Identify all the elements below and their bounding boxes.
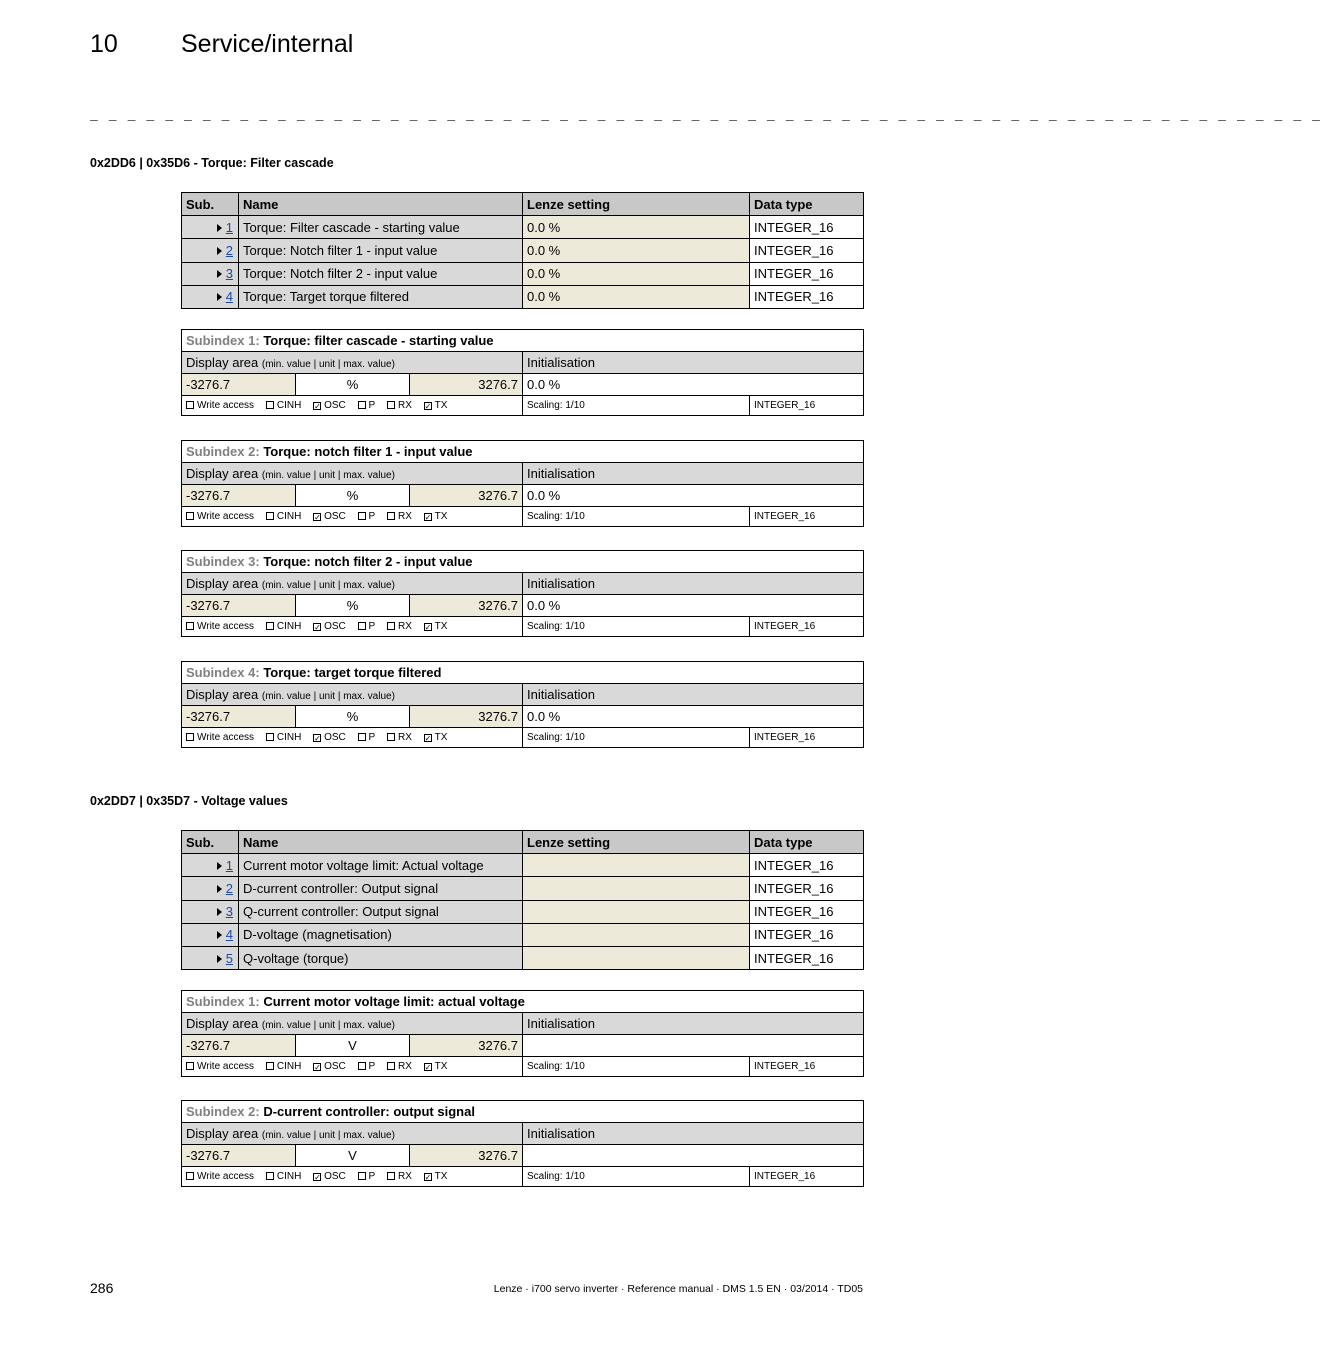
table-header [182,193,864,216]
table-row [182,216,864,239]
name-cell: D-voltage (magnetisation) [239,923,523,946]
subindex-table-filter-cascade [181,192,864,309]
subindex-detail-4 [181,661,864,748]
subindex-link[interactable]: 1 [225,219,233,235]
initialisation-label: Initialisation [523,1013,864,1035]
table-row [182,923,864,946]
section-heading-filter-cascade: 0x2DD6 | 0x35D6 - Torque: Filter cascade [90,156,334,170]
page-number: 286 [90,1280,114,1296]
name-cell: Q-voltage (torque) [239,946,523,969]
checkbox-checked-icon: ✓ [314,402,321,411]
subindex-link[interactable]: 2 [225,880,233,896]
init-value: 0.0 % [523,595,864,617]
access-flags: Write access CINH ✓ OSC P RX ✓ TX [182,617,523,637]
detail-title: Subindex 3: Torque: notch filter 2 - input value [182,551,864,573]
detail-title: Subindex 1: Torque: filter cascade - starting value [182,330,864,352]
subindex-link[interactable]: 3 [225,266,233,282]
lenze-cell [523,877,750,900]
lenze-cell: 0.0 % [523,216,750,239]
checkbox-checked-icon: ✓ [314,1063,321,1072]
checkbox-unchecked-icon [266,622,274,630]
checkbox-unchecked-icon [387,1062,395,1070]
display-area-label: Display area (min. value | unit | max. value) [182,684,523,706]
unit-value: % [296,706,410,728]
table-row [182,946,864,969]
detail-title: Subindex 2: D-current controller: output signal [182,1101,864,1123]
lenze-cell: 0.0 % [523,285,750,308]
init-value: 0.0 % [523,485,864,507]
col-name: Name [239,831,523,854]
min-value: -3276.7 [182,595,296,617]
initialisation-label: Initialisation [523,573,864,595]
triangle-right-icon [217,270,222,278]
checkbox-unchecked-icon [186,1062,194,1070]
type-cell: INTEGER_16 [750,923,864,946]
max-value: 3276.7 [410,1035,523,1057]
scaling: Scaling: 1/10 [523,1167,750,1187]
lenze-cell [523,900,750,923]
detail-title: Subindex 4: Torque: target torque filtered [182,662,864,684]
triangle-right-icon [217,293,222,301]
name-cell: Torque: Target torque filtered [239,285,523,308]
checkbox-unchecked-icon [358,733,366,741]
subindex-detail-voltage-2 [181,1100,864,1187]
min-value: -3276.7 [182,1035,296,1057]
unit-value: % [296,485,410,507]
table-row [182,262,864,285]
checkbox-unchecked-icon [358,622,366,630]
checkbox-checked-icon: ✓ [424,1173,432,1182]
min-value: -3276.7 [182,706,296,728]
subindex-detail-2 [181,440,864,527]
checkbox-unchecked-icon [358,1172,366,1180]
max-value: 3276.7 [410,706,523,728]
scaling: Scaling: 1/10 [523,507,750,527]
type-cell: INTEGER_16 [750,854,864,877]
checkbox-unchecked-icon [266,401,274,409]
subindex-table-voltage-values [181,830,864,970]
subindex-detail-voltage-1 [181,990,864,1077]
unit-value: V [296,1145,410,1167]
display-area-label: Display area (min. value | unit | max. value) [182,1013,523,1035]
type-cell: INTEGER_16 [750,239,864,262]
table-row [182,854,864,877]
initialisation-label: Initialisation [523,352,864,374]
table-row [182,285,864,308]
sub-cell [182,239,239,262]
col-sub: Sub. [182,193,239,216]
table-header [182,831,864,854]
access-flags: Write access CINH ✓ OSC P RX ✓ TX [182,728,523,748]
lenze-cell [523,923,750,946]
display-area-label: Display area (min. value | unit | max. value) [182,573,523,595]
subindex-link[interactable]: 2 [225,242,233,258]
subindex-link[interactable]: 4 [225,289,233,305]
checkbox-unchecked-icon [387,512,395,520]
col-name: Name [239,193,523,216]
checkbox-checked-icon: ✓ [314,623,321,632]
sub-cell [182,285,239,308]
table-row [182,900,864,923]
scaling: Scaling: 1/10 [523,396,750,416]
sub-cell [182,262,239,285]
detail-data-type: INTEGER_16 [750,1057,864,1077]
max-value: 3276.7 [410,485,523,507]
checkbox-unchecked-icon [358,401,366,409]
sub-cell [182,923,239,946]
checkbox-unchecked-icon [266,512,274,520]
lenze-cell: 0.0 % [523,239,750,262]
name-cell: Current motor voltage limit: Actual voltage [239,854,523,877]
table-row [182,239,864,262]
checkbox-unchecked-icon [186,733,194,741]
footer-text: Lenze · i700 servo inverter · Reference manual · DMS 1.5 EN · 03/2014 · TD05 [493,1283,863,1295]
scaling: Scaling: 1/10 [523,1057,750,1077]
name-cell: D-current controller: Output signal [239,877,523,900]
subindex-detail-1 [181,329,864,416]
chapter-number: 10 [90,30,118,58]
checkbox-unchecked-icon [186,512,194,520]
initialisation-label: Initialisation [523,463,864,485]
lenze-cell [523,854,750,877]
checkbox-checked-icon: ✓ [424,513,432,522]
detail-data-type: INTEGER_16 [750,728,864,748]
sub-cell [182,877,239,900]
type-cell: INTEGER_16 [750,285,864,308]
triangle-right-icon [217,885,222,893]
scaling: Scaling: 1/10 [523,617,750,637]
type-cell: INTEGER_16 [750,262,864,285]
triangle-right-icon [217,862,222,870]
scaling: Scaling: 1/10 [523,728,750,748]
type-cell: INTEGER_16 [750,877,864,900]
type-cell: INTEGER_16 [750,900,864,923]
display-area-label: Display area (min. value | unit | max. value) [182,352,523,374]
max-value: 3276.7 [410,1145,523,1167]
col-lenze-setting: Lenze setting [523,831,750,854]
display-area-label: Display area (min. value | unit | max. value) [182,463,523,485]
checkbox-checked-icon: ✓ [424,623,432,632]
table-row [182,877,864,900]
unit-value: V [296,1035,410,1057]
lenze-cell: 0.0 % [523,262,750,285]
initialisation-label: Initialisation [523,684,864,706]
col-data-type: Data type [750,193,864,216]
checkbox-checked-icon: ✓ [424,734,432,743]
checkbox-unchecked-icon [186,622,194,630]
name-cell: Q-current controller: Output signal [239,900,523,923]
col-data-type: Data type [750,831,864,854]
detail-title: Subindex 2: Torque: notch filter 1 - input value [182,441,864,463]
display-area-label: Display area (min. value | unit | max. value) [182,1123,523,1145]
dash-separator: _ _ _ _ _ _ _ _ _ _ _ _ _ _ _ _ _ _ _ _ _ _ _ _ _ _ _ _ _ _ _ _ _ _ _ _ _ _ _ _ _ _ _ _ _ _ _ _ _ _ _ _ _ _ _ _ _ _ _ _ _ _ _ _ _ _ [90,108,1322,123]
triangle-right-icon [217,247,222,255]
detail-data-type: INTEGER_16 [750,617,864,637]
sub-cell [182,946,239,969]
subindex-link[interactable]: 1 [225,857,233,873]
detail-data-type: INTEGER_16 [750,1167,864,1187]
type-cell: INTEGER_16 [750,216,864,239]
unit-value: % [296,595,410,617]
name-cell: Torque: Notch filter 1 - input value [239,239,523,262]
detail-data-type: INTEGER_16 [750,396,864,416]
checkbox-unchecked-icon [387,733,395,741]
checkbox-unchecked-icon [358,1062,366,1070]
col-sub: Sub. [182,831,239,854]
checkbox-checked-icon: ✓ [314,734,321,743]
triangle-right-icon [217,908,222,916]
detail-title: Subindex 1: Current motor voltage limit: actual voltage [182,991,864,1013]
sub-cell [182,854,239,877]
checkbox-unchecked-icon [266,1062,274,1070]
access-flags: Write access CINH ✓ OSC P RX ✓ TX [182,1057,523,1077]
subindex-link[interactable]: 3 [225,904,233,920]
checkbox-unchecked-icon [358,512,366,520]
access-flags: Write access CINH ✓ OSC P RX ✓ TX [182,396,523,416]
triangle-right-icon [217,955,222,963]
max-value: 3276.7 [410,374,523,396]
subindex-link[interactable]: 4 [225,927,233,943]
unit-value: % [296,374,410,396]
checkbox-checked-icon: ✓ [314,513,321,522]
init-value [523,1145,864,1167]
checkbox-checked-icon: ✓ [424,402,432,411]
triangle-right-icon [217,931,222,939]
name-cell: Torque: Notch filter 2 - input value [239,262,523,285]
checkbox-unchecked-icon [186,1172,194,1180]
checkbox-unchecked-icon [387,622,395,630]
checkbox-unchecked-icon [266,1172,274,1180]
checkbox-unchecked-icon [387,401,395,409]
checkbox-unchecked-icon [266,733,274,741]
detail-data-type: INTEGER_16 [750,507,864,527]
col-lenze-setting: Lenze setting [523,193,750,216]
lenze-cell [523,946,750,969]
triangle-right-icon [217,224,222,232]
checkbox-unchecked-icon [186,401,194,409]
initialisation-label: Initialisation [523,1123,864,1145]
checkbox-checked-icon: ✓ [424,1063,432,1072]
max-value: 3276.7 [410,595,523,617]
init-value: 0.0 % [523,706,864,728]
name-cell: Torque: Filter cascade - starting value [239,216,523,239]
init-value: 0.0 % [523,374,864,396]
sub-cell [182,216,239,239]
min-value: -3276.7 [182,374,296,396]
access-flags: Write access CINH ✓ OSC P RX ✓ TX [182,1167,523,1187]
access-flags: Write access CINH ✓ OSC P RX ✓ TX [182,507,523,527]
min-value: -3276.7 [182,485,296,507]
min-value: -3276.7 [182,1145,296,1167]
sub-cell [182,900,239,923]
checkbox-unchecked-icon [387,1172,395,1180]
init-value [523,1035,864,1057]
chapter-title: Service/internal [181,30,354,58]
section-heading-voltage-values: 0x2DD7 | 0x35D7 - Voltage values [90,794,288,808]
checkbox-checked-icon: ✓ [314,1173,321,1182]
subindex-detail-3 [181,550,864,637]
subindex-link[interactable]: 5 [225,950,233,966]
type-cell: INTEGER_16 [750,946,864,969]
